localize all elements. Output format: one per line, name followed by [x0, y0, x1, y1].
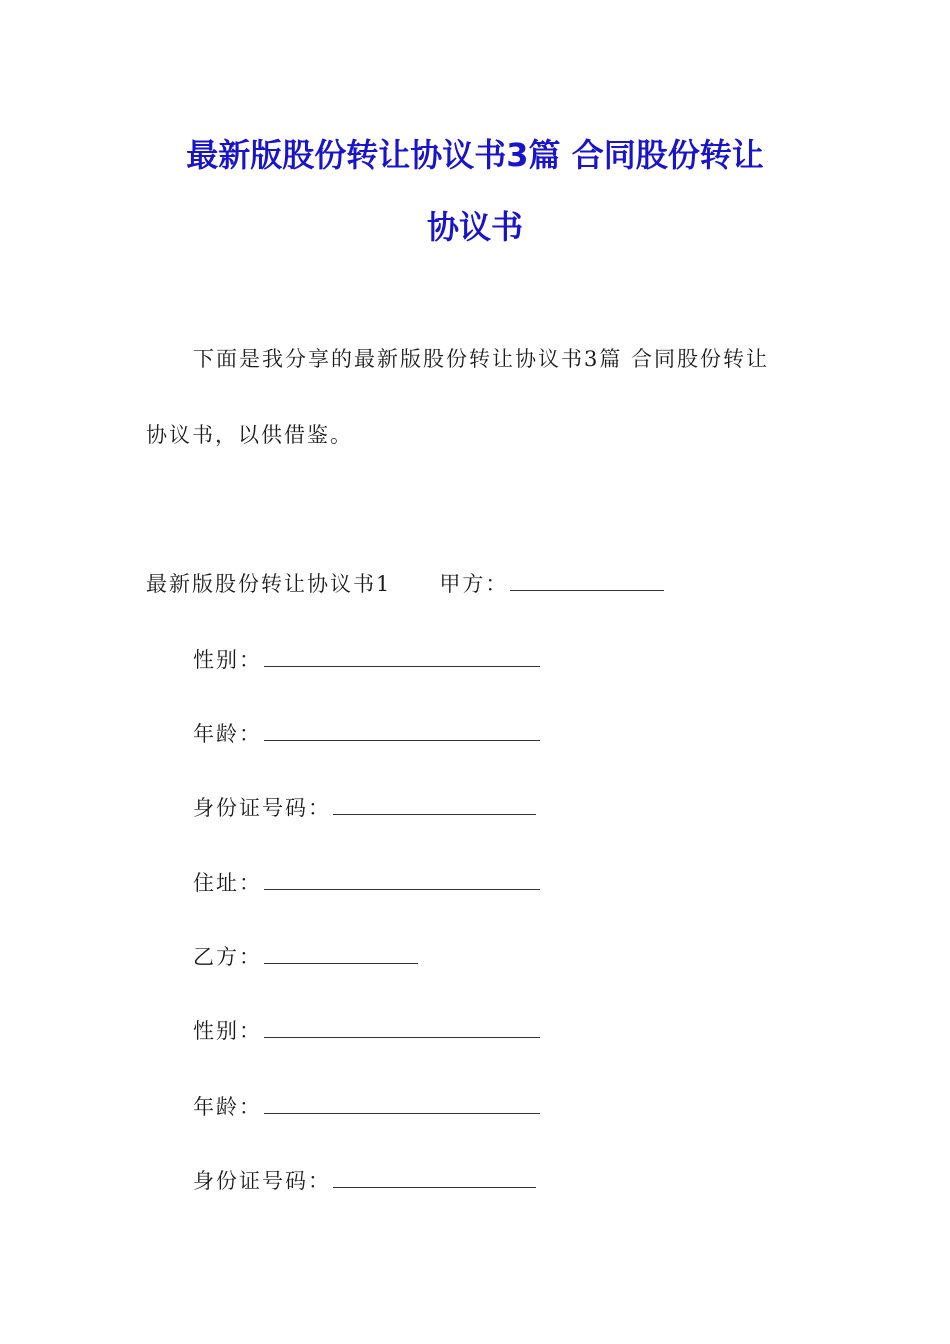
field-row-id-b — [193, 1166, 536, 1196]
intro-paragraph-line-2: 协议书，以供借鉴。 — [146, 423, 353, 447]
field-label: 性别： — [193, 648, 262, 672]
field-label: 身份证号码： — [193, 1169, 331, 1193]
document-title-line-2: 协议书 — [426, 208, 523, 246]
field-label: 年龄： — [193, 722, 262, 746]
field-label: 住址： — [193, 871, 262, 895]
intro-paragraph-line-1: 下面是我分享的最新版股份转让协议书3篇 合同股份转让 — [193, 347, 770, 371]
document-title-line-1: 最新版股份转让协议书3篇 合同股份转让 — [186, 136, 764, 174]
field-blank — [333, 1167, 536, 1188]
party-a-label: 甲方： — [439, 572, 509, 596]
field-blank — [264, 646, 540, 667]
field-row-age-a — [193, 719, 540, 749]
field-blank — [264, 869, 540, 890]
field-blank — [264, 1017, 540, 1038]
section-heading-row — [146, 569, 664, 599]
party-a-blank — [510, 570, 664, 591]
field-blank — [264, 720, 540, 741]
field-row-age-b — [193, 1092, 540, 1122]
field-row-party-b — [193, 942, 418, 972]
field-label: 乙方： — [193, 945, 262, 969]
field-blank — [264, 943, 418, 964]
field-row-gender-b — [193, 1016, 540, 1046]
field-blank — [264, 1093, 540, 1114]
field-row-id-a — [193, 793, 536, 823]
field-blank — [333, 794, 536, 815]
field-row-gender-a — [193, 645, 540, 675]
field-row-address-a — [193, 868, 540, 898]
field-label: 身份证号码： — [193, 796, 331, 820]
section-heading: 最新版股份转让协议书1 — [146, 572, 392, 596]
field-label: 性别： — [193, 1019, 262, 1043]
field-label: 年龄： — [193, 1095, 262, 1119]
